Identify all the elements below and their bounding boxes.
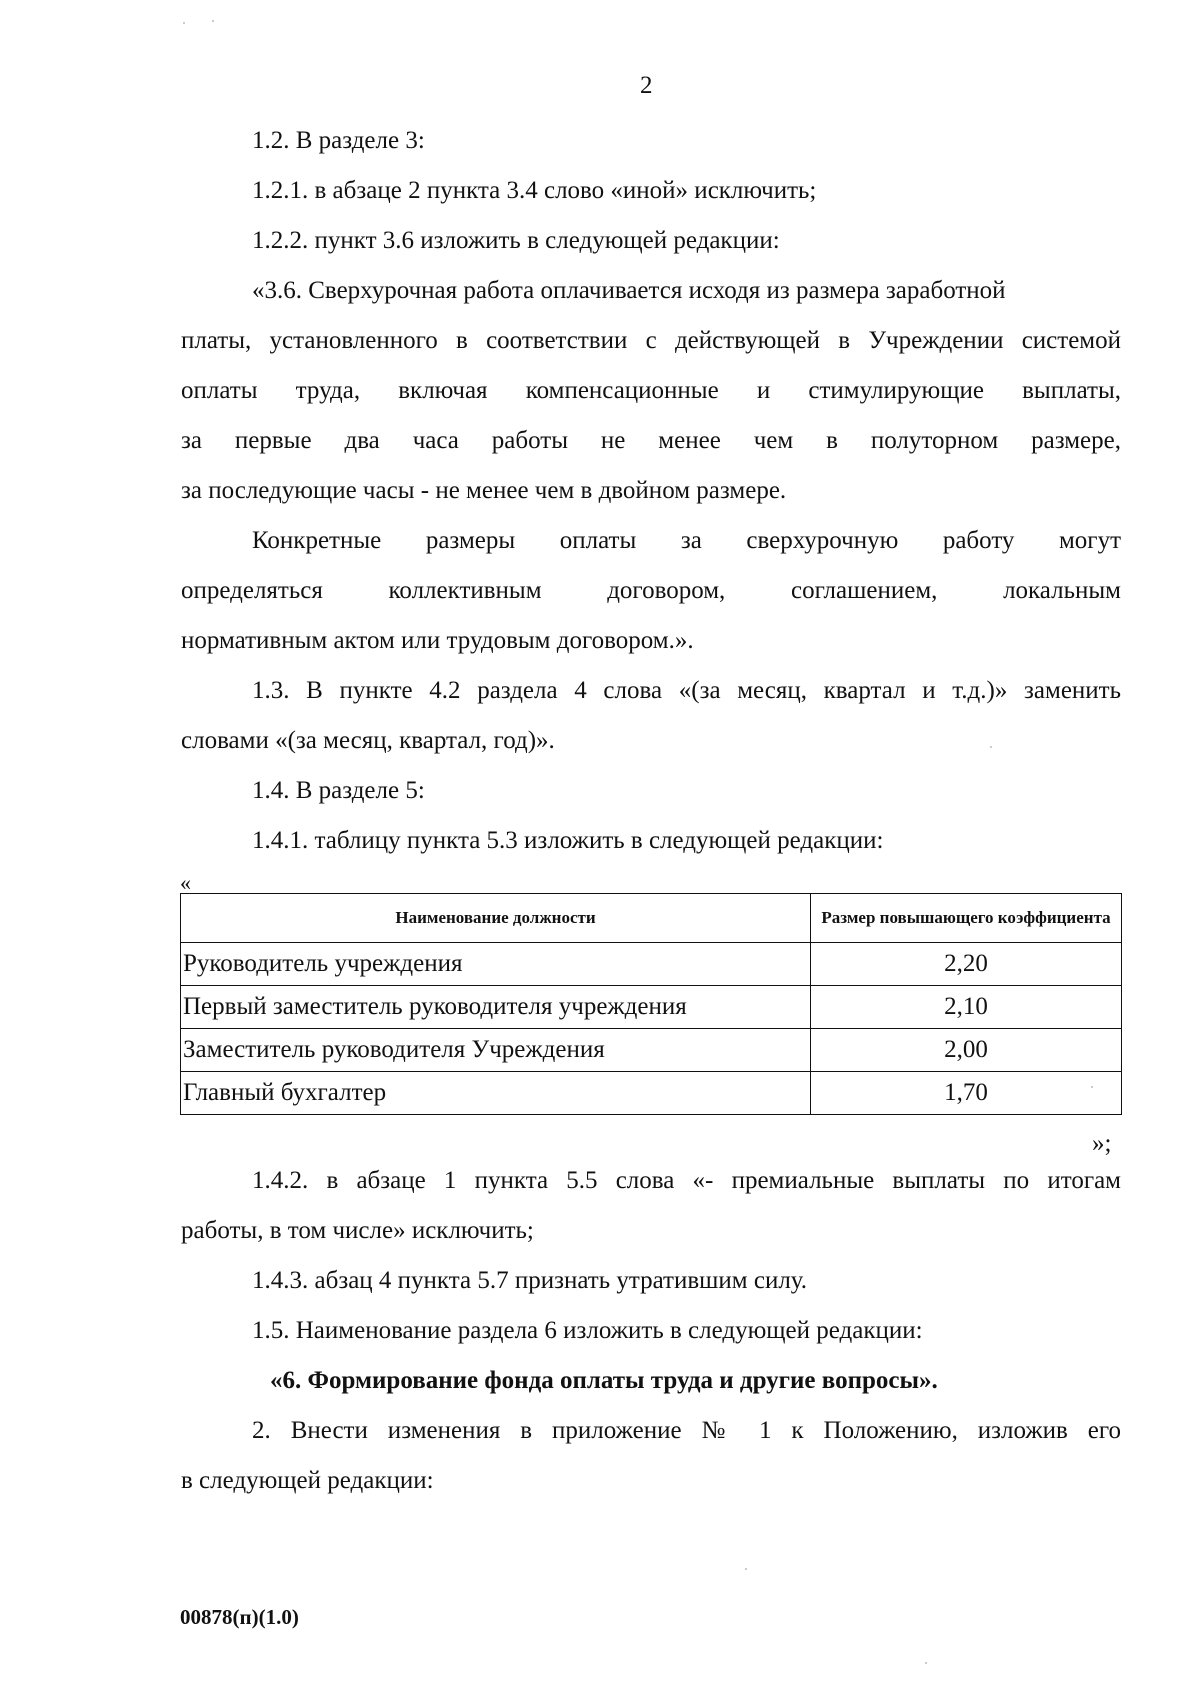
paragraph-3-6-line-3: оплаты труда, включая компенсационные и стимулирующие выплаты, (181, 377, 1121, 404)
paragraph-1-4-2-line-1: 1.4.2. в абзаце 1 пункта 5.5 слова «- премиальные выплаты по итогам (252, 1167, 1121, 1194)
paragraph-2-line-1: 2. Внести изменения в приложение № 1 к Положению, изложив его (252, 1417, 1121, 1444)
table-row (181, 1072, 1122, 1115)
paragraph-1-2-1: 1.2.1. в абзаце 2 пункта 3.4 слово «иной» исключить; (252, 177, 817, 204)
paragraph-3-6-line-1: «3.6. Сверхурочная работа оплачивается исходя из размера заработной (252, 277, 1006, 304)
paragraph-specific-line-1: Конкретные размеры оплаты за сверхурочную работу могут (252, 527, 1121, 554)
cell-position: Главный бухгалтер (181, 1072, 811, 1115)
table-close-quote: »; (1092, 1130, 1112, 1157)
paragraph-1-4-2-line-2: работы, в том числе» исключить; (181, 1217, 534, 1244)
cell-position: Руководитель учреждения (181, 943, 811, 986)
scan-speck (745, 1568, 747, 1570)
paragraph-1-5: 1.5. Наименование раздела 6 изложить в следующей редакции: (252, 1317, 923, 1344)
cell-position: Первый заместитель руководителя учреждения (181, 986, 811, 1029)
header-position-name: Наименование должности (181, 894, 811, 943)
coefficient-table (180, 893, 1122, 1115)
paragraph-specific-line-2: определяться коллективным договором, соглашением, локальным (181, 577, 1121, 604)
scan-speck (212, 20, 214, 22)
page-number: 2 (640, 72, 653, 99)
scan-speck (925, 1662, 927, 1664)
scan-speck (1091, 1086, 1093, 1088)
paragraph-1-2-2: 1.2.2. пункт 3.6 изложить в следующей редакции: (252, 227, 780, 254)
paragraph-3-6-line-5: за последующие часы - не менее чем в двойном размере. (181, 477, 787, 504)
paragraph-specific-line-3: нормативным актом или трудовым договором.». (181, 627, 694, 654)
paragraph-3-6-line-4: за первые два часа работы не менее чем в полуторном размере, (181, 427, 1121, 454)
paragraph-1-4-3: 1.4.3. абзац 4 пункта 5.7 признать утратившим силу. (252, 1267, 808, 1294)
table-row (181, 986, 1122, 1029)
paragraph-1-2: 1.2. В разделе 3: (252, 127, 425, 154)
footer-document-code: 00878(п)(1.0) (180, 1605, 299, 1629)
scan-speck (990, 746, 992, 748)
header-coefficient: Размер повышающего коэффициента (811, 894, 1122, 943)
paragraph-3-6-line-2: платы, установленного в соответствии с действующей в Учреждении системой (181, 327, 1121, 354)
paragraph-1-3-line-1: 1.3. В пункте 4.2 раздела 4 слова «(за месяц, квартал и т.д.)» заменить (252, 677, 1121, 704)
cell-coefficient: 2,20 (811, 943, 1122, 986)
paragraph-1-4-1: 1.4.1. таблицу пункта 5.3 изложить в следующей редакции: (252, 827, 884, 854)
table-header-row (181, 894, 1122, 943)
table-open-quote: « (180, 870, 191, 895)
paragraph-1-4: 1.4. В разделе 5: (252, 777, 425, 804)
cell-coefficient: 2,10 (811, 986, 1122, 1029)
scan-speck (183, 22, 185, 24)
section-6-new-title: «6. Формирование фонда оплаты труда и другие вопросы». (270, 1367, 938, 1394)
cell-coefficient: 2,00 (811, 1029, 1122, 1072)
cell-coefficient: 1,70 (811, 1072, 1122, 1115)
table-row (181, 1029, 1122, 1072)
paragraph-1-3-line-2: словами «(за месяц, квартал, год)». (181, 727, 555, 754)
cell-position: Заместитель руководителя Учреждения (181, 1029, 811, 1072)
table-row (181, 943, 1122, 986)
paragraph-2-line-2: в следующей редакции: (181, 1467, 434, 1494)
